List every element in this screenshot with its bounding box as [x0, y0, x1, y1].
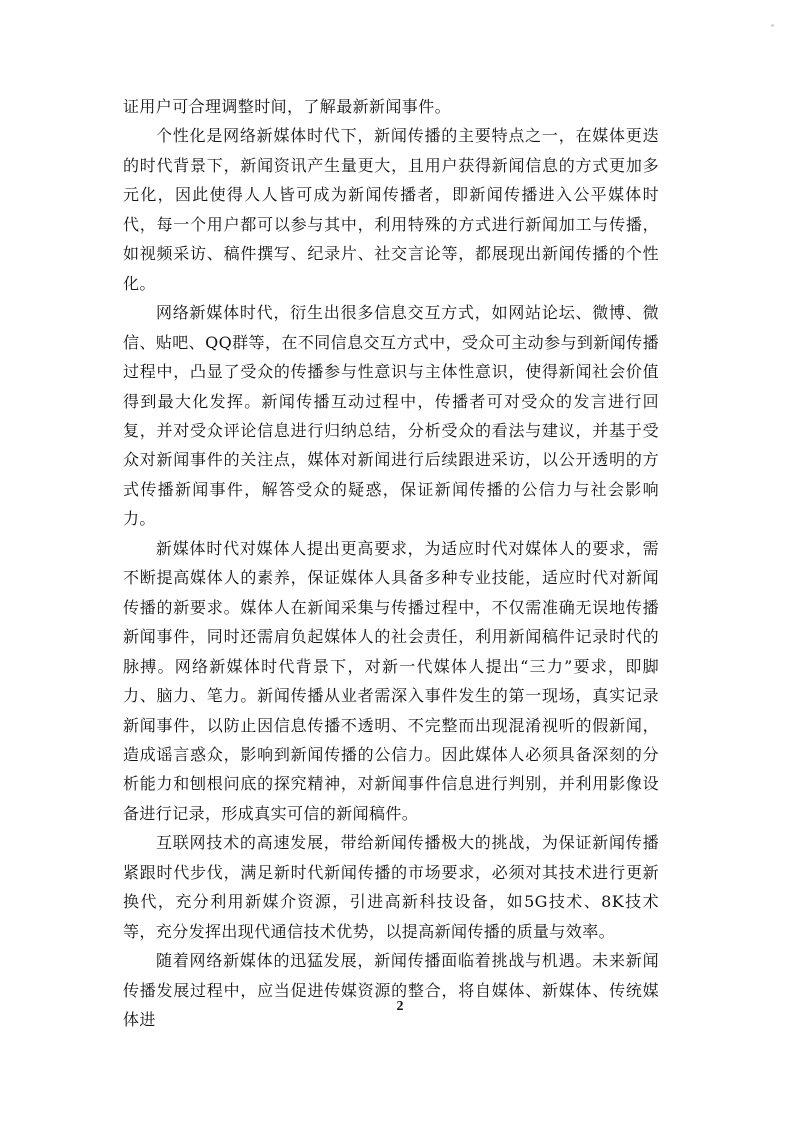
- scan-speck: [771, 24, 774, 27]
- page-number: 2: [396, 999, 404, 1014]
- paragraph-3: 网络新媒体时代，衍生出很多信息交互方式，如网站论坛、微博、微信、贴吧、QQ群等，在不同信息交互方式中，受众可主动参与到新闻传播过程中，凸显了受众的传播参与性意识与主体性意识，使得新闻社会价值得到最大化发挥。新闻传播互动过程中，传播者可对受众的发言进行回复，并对受众评论信息进行归纳总结，分析受众的看法与建议，并基于受众对新闻事件的关注点，媒体对新闻进行后续跟进采访，以公开透明的方式传播新闻事件，解答受众的疑惑，保证新闻传播的公信力与社会影响力。: [123, 303, 659, 529]
- paragraph-5: 互联网技术的高速发展，带给新闻传播极大的挑战，为保证新闻传播紧跟时代步伐，满足新时代新闻传播的市场要求，必须对其技术进行更新换代，充分利用新媒介资源，引进高新科技设备，如5G技术、8K技术等，充分发挥出现代通信技术优势，以提高新闻传播的质量与效率。: [123, 833, 659, 941]
- paragraph-4: 新媒体时代对媒体人提出更高要求，为适应时代对媒体人的要求，需不断提高媒体人的素养，保证媒体人具备多种专业技能，适应时代对新闻传播的新要求。媒体人在新闻采集与传播过程中，不仅需准确无误地传播新闻事件，同时还需肩负起媒体人的社会责任，利用新闻稿件记录时代的脉搏。网络新媒体时代背景下，对新一代媒体人提出“三力”要求，即脚力、脑力、笔力。新闻传播从业者需深入事件发生的第一现场，真实记录新闻事件，以防止因信息传播不透明、不完整而出现混淆视听的假新闻，造成谣言惑众，影响到新闻传播的公信力。因此媒体人必须具备深刻的分析能力和刨根问底的探究精神，对新闻事件信息进行判别，并利用影像设备进行记录，形成真实可信的新闻稿件。: [123, 538, 659, 823]
- paragraph-1: 证用户可合理调整时间，了解最新新闻事件。: [123, 97, 452, 116]
- paragraph-2: 个性化是网络新媒体时代下，新闻传播的主要特点之一，在媒体更迭的时代背景下，新闻资讯产生量更大，且用户获得新闻信息的方式更加多元化，因此使得人人皆可成为新闻传播者，即新闻传播进入公平媒体时代，每一个用户都可以参与其中，利用特殊的方式进行新闻加工与传播，如视频采访、稿件撰写、纪录片、社交言论等，都展现出新闻传播的个性化。: [123, 126, 659, 293]
- body-text: [123, 92, 659, 1035]
- paragraph-6: 随着网络新媒体的迅猛发展，新闻传播面临着挑战与机遇。未来新闻传播发展过程中，应当促进传媒资源的整合，将自媒体、新媒体、传统媒体进: [123, 951, 659, 1030]
